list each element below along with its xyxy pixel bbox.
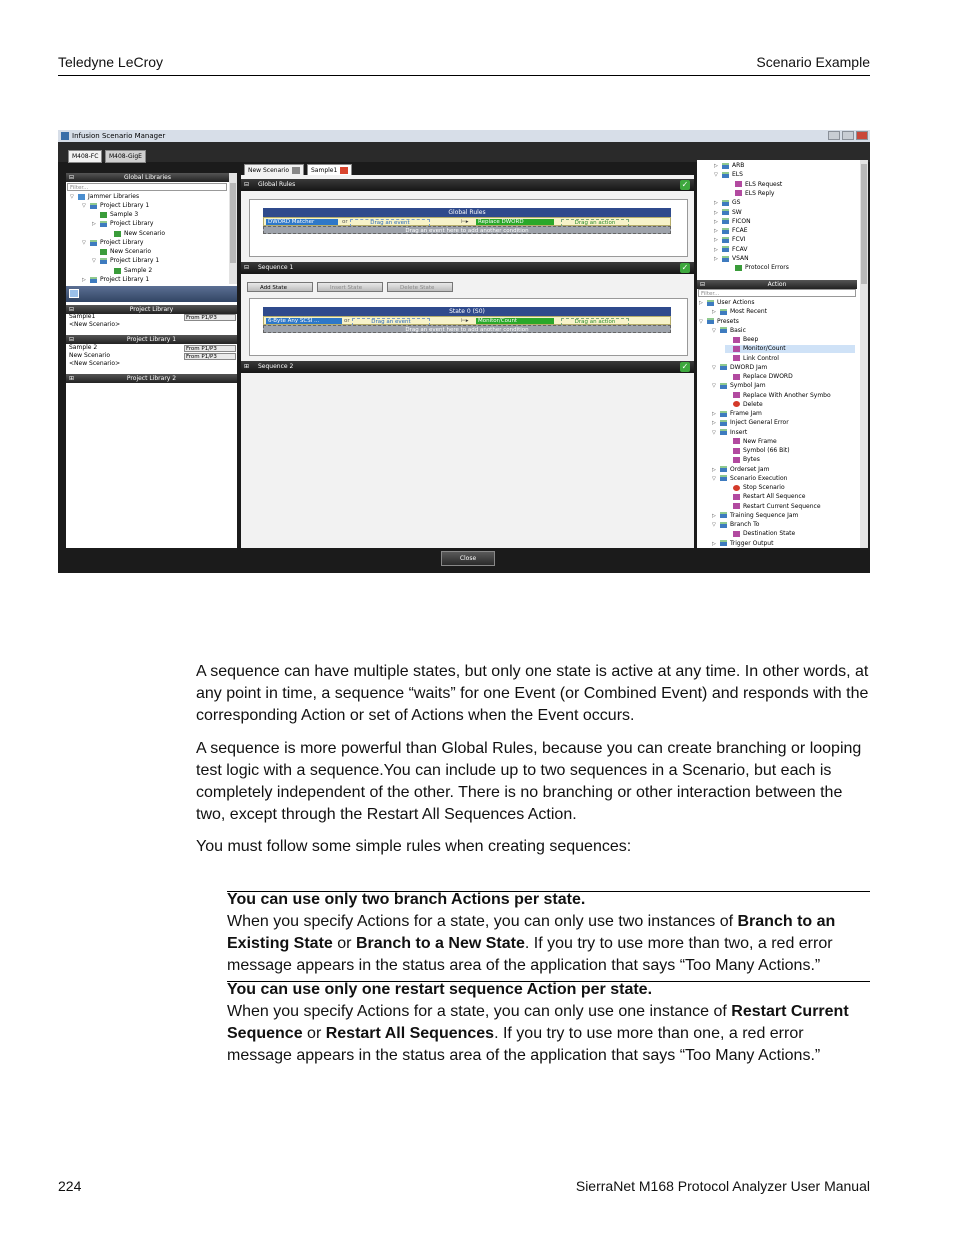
- tree-item[interactable]: ▷ ARB: [714, 162, 745, 169]
- tree-item[interactable]: ▽ Project Library 1: [92, 257, 160, 264]
- check-icon: ✓: [681, 180, 689, 189]
- tree-item[interactable]: ▷ Project Library: [92, 220, 154, 227]
- close-icon[interactable]: [856, 131, 868, 140]
- arrow-icon: ⊢▸: [461, 318, 469, 324]
- maximize-icon[interactable]: [842, 131, 854, 140]
- tree-item[interactable]: ELS Reply: [727, 190, 774, 198]
- paragraph-3: You must follow some simple rules when creating sequences:: [196, 838, 632, 855]
- left-panel: [66, 173, 237, 548]
- tree-item[interactable]: ▽ DWORD Jam: [712, 363, 768, 371]
- drop-condition-row[interactable]: Drag an event here to add another condition: [263, 325, 671, 333]
- project-library-header: ⊟ Project Library: [66, 305, 237, 314]
- tree-item[interactable]: ▷ Trigger Output: [712, 539, 774, 547]
- tree-item[interactable]: ▷ Inject General Error: [712, 419, 789, 427]
- tab-new-scenario[interactable]: New Scenario: [244, 164, 304, 177]
- tree-item[interactable]: ▷ FCVI: [714, 236, 746, 244]
- tree-item[interactable]: Restart Current Sequence: [725, 503, 821, 511]
- tree-item[interactable]: New Scenario: [100, 248, 151, 256]
- tree-item[interactable]: ▽ Branch To: [712, 521, 760, 528]
- tree-item[interactable]: Stop Scenario: [725, 484, 785, 492]
- list-item[interactable]: New Scenario: [69, 352, 111, 359]
- scenario-manager-screenshot: [58, 130, 870, 573]
- tree-item[interactable]: New Scenario: [114, 230, 165, 238]
- drag-action-slot[interactable]: Drag an action: [561, 318, 629, 326]
- tree-item[interactable]: Bytes: [725, 456, 760, 464]
- project-library-2-header: ⊞ Project Library 2: [66, 374, 237, 383]
- header-right: Scenario Example: [756, 54, 870, 70]
- insert-state-button[interactable]: Insert State: [317, 282, 383, 292]
- tree-item[interactable]: ELS Request: [727, 181, 782, 189]
- or-label: or: [344, 318, 350, 324]
- tree-item[interactable]: ▽ Jammer Libraries: [70, 193, 140, 200]
- window-title: Infusion Scenario Manager: [72, 132, 166, 140]
- tree-item[interactable]: ▽ Insert: [712, 428, 748, 436]
- window-titlebar: [58, 130, 870, 142]
- tree-item[interactable]: ▽ Symbol Jam: [712, 382, 766, 390]
- tree-item[interactable]: New Frame: [725, 438, 777, 446]
- tree-item[interactable]: Destination State: [725, 530, 795, 538]
- tree-item[interactable]: Beep: [725, 336, 758, 344]
- global-rules-title: Global Rules: [263, 208, 671, 217]
- tree-item[interactable]: ▷ Training Sequence Jam: [712, 511, 799, 519]
- list-item[interactable]: Sample1: [69, 313, 96, 320]
- action-header: ⊟ Action: [697, 280, 857, 289]
- tab-sample1[interactable]: Sample1: [307, 164, 352, 177]
- list-item[interactable]: <New Scenario>: [69, 321, 121, 328]
- drop-condition-row[interactable]: Drag an event here to add another condition: [263, 226, 671, 234]
- drag-event-slot[interactable]: Drag an event: [350, 219, 430, 227]
- port-select[interactable]: From P1/P3: [184, 345, 236, 352]
- tree-item[interactable]: ▷ Orderset Jam: [712, 465, 770, 473]
- action-chip[interactable]: Replace DWORD: [476, 219, 554, 225]
- project-library-toolbar: [66, 286, 237, 302]
- state-title: State 0 (S0): [263, 307, 671, 316]
- sequence2-bar[interactable]: ⊞ Sequence 2 ✓: [241, 361, 694, 373]
- list-item[interactable]: <New Scenario>: [69, 360, 121, 367]
- scenario-editor: [241, 175, 694, 548]
- tree-item[interactable]: ▽ Scenario Execution: [712, 474, 788, 482]
- state-box: [249, 298, 688, 356]
- rule-row: [263, 316, 671, 325]
- global-libraries-header: ⊟ Global Libraries: [66, 173, 229, 182]
- tree-item[interactable]: Sample 3: [100, 211, 138, 219]
- close-tab-icon[interactable]: [292, 167, 300, 174]
- tree-item[interactable]: Symbol (66 Bit): [725, 447, 790, 455]
- rule-2-title: You can use only one restart sequence Action per state.: [227, 981, 653, 998]
- port-select[interactable]: From P1/P3: [184, 314, 236, 321]
- footer-title: SierraNet M168 Protocol Analyzer User Manual: [575, 1178, 870, 1194]
- header-left: Teledyne LeCroy: [58, 54, 164, 70]
- global-rules-bar[interactable]: ⊟ Global Rules ✓: [241, 179, 694, 191]
- tree-item[interactable]: ▷ Frame Jam: [712, 410, 762, 417]
- tree-item[interactable]: Link Control: [725, 355, 779, 363]
- tree-item[interactable]: Sample 2: [114, 267, 152, 275]
- tab-m408-gige[interactable]: M408-GigE: [105, 150, 146, 163]
- right-scrollbar[interactable]: [860, 160, 868, 548]
- drag-event-slot[interactable]: Drag an event: [352, 318, 430, 326]
- check-icon: ✓: [681, 362, 689, 371]
- monitor-icon[interactable]: [69, 289, 79, 298]
- tree-item[interactable]: ▽ Basic: [712, 326, 746, 334]
- or-label: or: [342, 219, 348, 225]
- header-rule: [58, 75, 870, 76]
- paragraph-1: A sequence can have multiple states, but only one state is active at any time. In other words, at any point in time, a sequence “waits” for one Event (or Combined Event) and responds with the corresponding Action or set of Actions when the Event occurs.: [196, 663, 869, 724]
- app-icon: [61, 132, 69, 140]
- action-filter-input[interactable]: Filter...: [698, 289, 856, 297]
- check-icon: ✓: [681, 263, 689, 272]
- tree-item[interactable]: ▷ FICON: [714, 217, 751, 225]
- tree-item[interactable]: ▽ Project Library 1: [82, 202, 150, 209]
- rule-1-title: You can use only two branch Actions per state.: [227, 891, 586, 908]
- tree-item[interactable]: ▽ ELS: [714, 171, 743, 179]
- tree-item[interactable]: ▷ VSAN: [714, 255, 749, 262]
- port-select[interactable]: From P1/P3: [184, 353, 236, 360]
- tree-item[interactable]: ▷ SW: [714, 208, 742, 216]
- list-item[interactable]: Sample 2: [69, 344, 98, 351]
- tab-m408-fc[interactable]: M408-FC: [68, 150, 102, 163]
- rule-2: You can use only one restart sequence Action per state. When you specify Actions for a state, you can only use one instance of Restart Current Sequence or Restart All Sequences. If you try to use more than one, a red error message appears in the status area of the application that says “Too Many Actions.”: [227, 981, 849, 1064]
- tree-item[interactable]: Delete: [725, 401, 763, 409]
- sequence1-bar[interactable]: ⊟ Sequence 1 ✓: [241, 262, 694, 274]
- event-chip[interactable]: DWORD Matcher: [266, 219, 338, 225]
- tree-item[interactable]: Monitor/Count: [725, 345, 855, 353]
- rule-1: You can use only two branch Actions per state. When you specify Actions for a state, you can only use two instances of Branch to an Existing State or Branch to a New State. If you try to use more than two, a red error message appears in the status area of the application that says “Too Many Actions.”: [227, 891, 836, 974]
- page-number: 224: [58, 1178, 82, 1194]
- rule-row: [263, 217, 671, 226]
- tree-item[interactable]: ▷ FCAV: [714, 245, 748, 253]
- tree-item[interactable]: ▽ Project Library: [82, 239, 144, 246]
- library-scrollbar[interactable]: [229, 173, 237, 284]
- tree-item[interactable]: ▽ Presets: [699, 317, 739, 325]
- tree-item[interactable]: ▷ User Actions: [699, 299, 755, 306]
- tree-item[interactable]: ▷ Most Recent: [712, 308, 767, 316]
- event-chip[interactable]: 6-Byte Any SCSI ...: [266, 318, 342, 324]
- project-library-1-header: ⊟ Project Library 1: [66, 335, 237, 344]
- port-tab-bar: [58, 142, 870, 162]
- tree-item[interactable]: Replace With Another Symbo: [725, 392, 831, 400]
- close-button[interactable]: Close: [441, 551, 495, 566]
- minimize-icon[interactable]: [828, 131, 840, 140]
- tree-item[interactable]: Protocol Errors: [727, 264, 789, 272]
- close-tab-icon[interactable]: [340, 167, 348, 174]
- tree-item[interactable]: ▷ Project Library 1: [82, 276, 150, 283]
- action-chip[interactable]: Monitor/Count: [476, 318, 554, 324]
- tree-item[interactable]: ▷ FCAE: [714, 227, 748, 235]
- library-filter-input[interactable]: Filter...: [67, 183, 227, 191]
- right-panel: [697, 160, 868, 548]
- delete-state-button[interactable]: Delete State: [387, 282, 453, 292]
- paragraph-2: A sequence is more powerful than Global Rules, because you can create branching or looping test logic with a sequence.You can include up to two sequences in a Scenario, but each is completely independent of the other. There is no branching or other interaction between the two, except through the Restart All Sequences Action.: [196, 740, 862, 823]
- global-rules-box: [249, 199, 688, 257]
- tree-item[interactable]: ▷ GS: [714, 199, 741, 207]
- add-state-button[interactable]: Add State: [247, 282, 313, 292]
- arrow-icon: ⊢▸: [461, 219, 469, 225]
- tree-item[interactable]: Restart All Sequence: [725, 493, 805, 501]
- drag-action-slot[interactable]: Drag an action: [561, 219, 629, 227]
- tree-item[interactable]: Replace DWORD: [725, 373, 793, 381]
